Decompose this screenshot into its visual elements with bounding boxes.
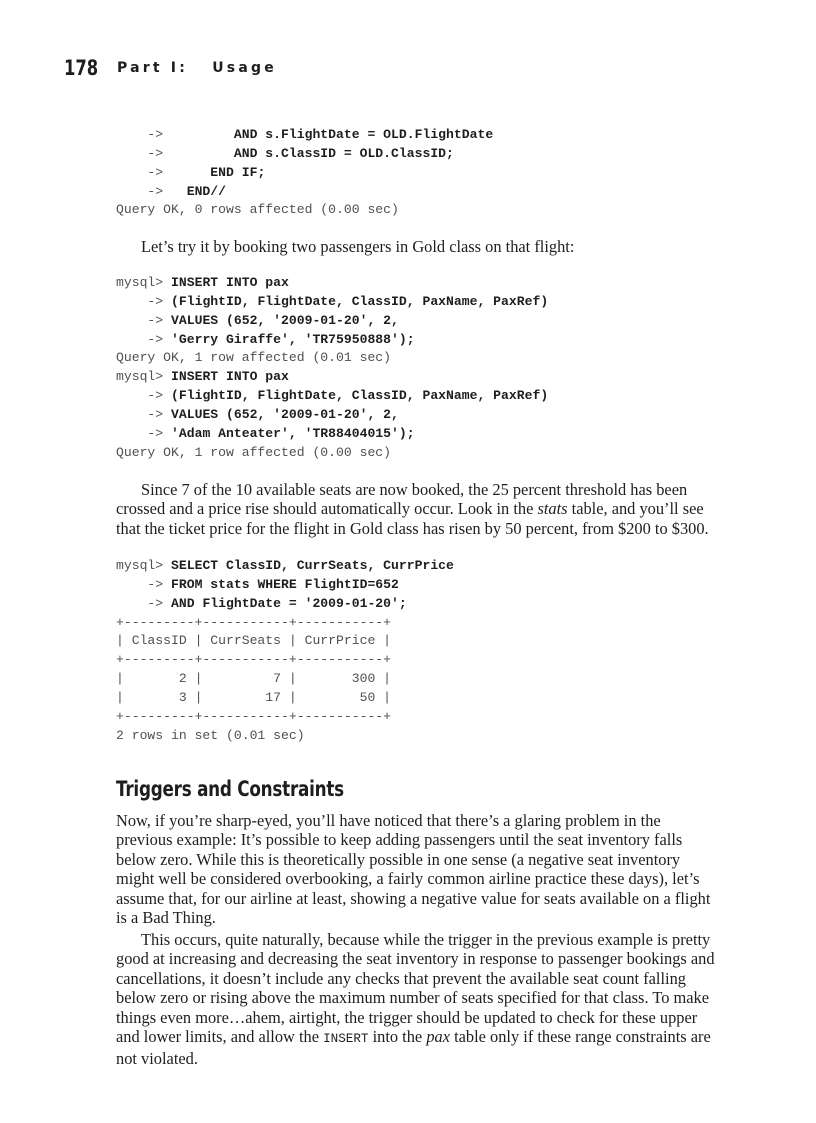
code-command: AND s.ClassID = OLD.ClassID;	[233, 145, 454, 161]
code-output: | 2 | 7 | 300 |	[116, 671, 392, 687]
page-number: 178	[64, 56, 99, 80]
code-line	[116, 387, 548, 406]
code-output: ->	[116, 331, 172, 347]
code-line	[116, 727, 454, 746]
code-output: +---------+-----------+-----------+	[116, 708, 392, 724]
code-output: 2 rows in set (0.01 sec)	[116, 727, 305, 743]
code-line	[116, 164, 493, 183]
code-command: (FlightID, FlightDate, ClassID, PaxName, PaxRef)	[171, 293, 549, 309]
paragraph-seat-inventory-problem: Now, if you’re sharp-eyed, you’ll have noticed that there’s a glaring problem in the previous example: It’s possible to keep adding passengers until the seat inventory falls below zero. While this is theoretically possible in one sense (a negative seat inventory might well be considered overbooking, a fairly common airline practice these days), let’s assume that, for our airline at least, showing a negative value for seats available on a flight is a Bad Thing.	[116, 811, 711, 928]
code-output: ->	[116, 183, 187, 199]
code-command: AND FlightDate = '2009-01-20';	[171, 595, 407, 611]
code-line	[116, 349, 548, 368]
code-line	[116, 274, 548, 293]
code-command: VALUES (652, '2009-01-20', 2,	[171, 312, 399, 328]
code-command: SELECT ClassID, CurrSeats, CurrPrice	[171, 558, 454, 573]
code-output: ->	[116, 164, 211, 180]
code-command: FROM stats WHERE FlightID=652	[171, 576, 399, 592]
code-output: mysql>	[116, 275, 172, 290]
text-run: This occurs, quite naturally, because while the trigger in the previous example is pretty good at increasing and decreasing the seat inventory in response to passenger bookings and cancellations, it doesn’t include any checks that prevent the available seat count falling below zero or rising above the maximum number of seats specified for that class. To make things even more…ahem, airtight, the trigger should be updated to check for these upper and lower limits, and allow the	[116, 930, 715, 1047]
code-line	[116, 312, 548, 331]
code-output: Query OK, 0 rows affected (0.00 sec)	[116, 202, 399, 218]
code-command: END IF;	[210, 164, 266, 180]
code-line	[116, 145, 493, 164]
code-line	[116, 576, 454, 595]
code-line	[116, 406, 548, 425]
code-line	[116, 708, 454, 727]
code-output: Query OK, 1 row affected (0.00 sec)	[116, 444, 392, 460]
table-name-pax: pax	[426, 1027, 450, 1047]
code-command: AND s.FlightDate = OLD.FlightDate	[233, 127, 494, 142]
code-output: ->	[116, 293, 172, 309]
code-command: INSERT INTO pax	[171, 369, 289, 385]
text-run: table, and you’ll see that the ticket price for the flight in Gold class has risen by 50 percent, from $200 to $300.	[116, 499, 709, 538]
code-line	[116, 632, 454, 651]
code-command: VALUES (652, '2009-01-20', 2,	[171, 406, 399, 422]
code-output: ->	[116, 312, 172, 328]
code-listing-trigger-end	[116, 126, 493, 220]
table-name-stats: stats	[537, 499, 568, 519]
code-output: mysql>	[116, 369, 172, 385]
code-command: 'Adam Anteater', 'TR88404015');	[171, 425, 415, 441]
code-output: ->	[116, 388, 172, 404]
code-output: ->	[116, 127, 234, 142]
code-output: ->	[116, 576, 172, 592]
code-line	[116, 368, 548, 387]
code-command: 'Gerry Giraffe', 'TR75950888');	[171, 331, 415, 347]
code-listing-insert-pax	[116, 274, 548, 462]
code-command: INSERT INTO pax	[171, 275, 289, 290]
code-line	[116, 444, 548, 463]
inline-code-insert: INSERT	[323, 1032, 369, 1047]
code-line	[116, 614, 454, 633]
code-command: (FlightID, FlightDate, ClassID, PaxName, PaxRef)	[171, 388, 549, 404]
paragraph-booking-intro: Let’s try it by booking two passengers in Gold class on that flight:	[141, 237, 575, 256]
code-line	[116, 689, 454, 708]
text-run: table only if these range constraints are not violated.	[116, 1027, 711, 1069]
code-output: mysql>	[116, 558, 172, 573]
paragraph-price-rise	[116, 480, 716, 538]
code-output: ->	[116, 595, 172, 611]
code-line	[116, 201, 493, 220]
code-line	[116, 331, 548, 350]
code-output: +---------+-----------+-----------+	[116, 652, 392, 668]
code-line	[116, 425, 548, 444]
code-output: Query OK, 1 row affected (0.01 sec)	[116, 350, 392, 366]
text-run: Since 7 of the 10 available seats are now booked, the 25 percent threshold has been crossed and a price rise should automatically occur. Look in the	[116, 480, 688, 519]
code-output: +---------+-----------+-----------+	[116, 614, 392, 630]
code-line	[116, 183, 493, 202]
code-output: ->	[116, 425, 172, 441]
code-line	[116, 651, 454, 670]
code-line	[116, 293, 548, 312]
code-line	[116, 670, 454, 689]
text-run: into the	[368, 1027, 427, 1047]
section-heading: Triggers and Constraints	[116, 777, 344, 801]
code-output: ->	[116, 145, 234, 161]
code-line	[116, 126, 493, 145]
code-command: END//	[186, 183, 227, 199]
code-line	[116, 595, 454, 614]
part-title: Part I: Usage	[117, 60, 277, 76]
code-output: ->	[116, 406, 172, 422]
paragraph-range-constraints	[116, 930, 716, 1069]
code-output: | ClassID | CurrSeats | CurrPrice |	[116, 633, 392, 649]
code-listing-select-stats	[116, 557, 454, 745]
code-output: | 3 | 17 | 50 |	[116, 689, 392, 705]
code-line	[116, 557, 454, 576]
